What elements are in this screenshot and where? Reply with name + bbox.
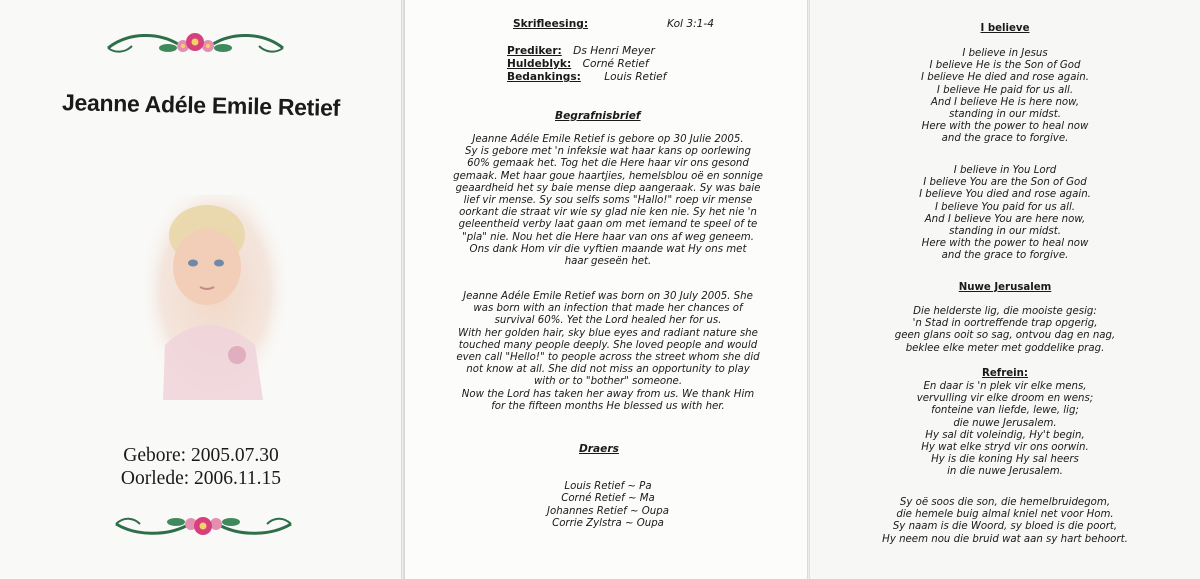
lyric-line: I believe in You Lord: [953, 165, 1057, 176]
song2-verse1: [810, 306, 1200, 355]
letter-heading: Begrafnisbrief: [555, 110, 641, 122]
english-line: Now the Lord has taken her away from us. We thank Him: [461, 388, 755, 400]
lyric-line: Hy is die koning Hy sal heers: [931, 454, 1079, 466]
born-date: 2005.07.30: [190, 445, 279, 466]
lyric-line: in die nuwe Jerusalem.: [947, 466, 1063, 478]
lyric-line: and the grace to forgive.: [941, 250, 1069, 262]
died-date: 2006.11.15: [194, 468, 282, 489]
english-letter: [423, 291, 793, 413]
born-label: Gebore:: [123, 445, 187, 466]
lyric-line: 'n Stad in oortreffende trap opgerig,: [912, 318, 1098, 330]
reading-value: Kol 3:1-4: [667, 18, 714, 30]
bearer-item: Johannes Retief ~ Oupa: [547, 505, 669, 517]
child-portrait-photo: [145, 195, 285, 405]
lyric-line: die hemele buig almal kniel net voor Hom.: [896, 509, 1114, 521]
afrikaans-line: "pla" nie. Nou het die Here haar van ons af weg geneem.: [462, 231, 754, 243]
floral-ornament-bottom-icon: [106, 502, 301, 544]
lyric-line: I believe You paid for us all.: [934, 201, 1076, 213]
life-dates: [0, 444, 402, 490]
song2-verse2: [810, 497, 1200, 546]
lyric-line: and the grace to forgive.: [941, 133, 1069, 145]
lyric-line: And I believe He is here now,: [930, 96, 1080, 108]
lyric-line: En daar is 'n plek vir elke mens,: [923, 381, 1087, 392]
tribute-value: Corné Retief: [582, 58, 649, 70]
floral-ornament-top-icon: [98, 22, 293, 64]
lyric-line: Here with the power to heal now: [921, 121, 1089, 133]
refrain-label: Refrein:: [982, 368, 1028, 379]
lyric-line: And I believe You are here now,: [924, 213, 1086, 225]
bearer-item: Corné Retief ~ Ma: [561, 493, 655, 505]
preacher-row: [507, 45, 655, 57]
lyric-line: vervulling vir elke droom en wens;: [916, 393, 1094, 405]
afrikaans-line: Sy is gebore met 'n infeksie wat haar kans op oorlewing: [465, 146, 751, 158]
english-line: for the fifteen months He blessed us with her.: [491, 400, 725, 412]
reading-label: Skrifleesing:: [513, 18, 589, 30]
afrikaans-line: gemaak. Met haar goue haartjies, hemelsblou oë en sonnige: [453, 170, 763, 182]
song1-title: I believe: [980, 23, 1030, 34]
reading-row: [513, 18, 588, 30]
english-line: was born with an infection that made her chances of: [473, 303, 743, 315]
bearer-item: Corrie Zylstra ~ Oupa: [552, 518, 664, 530]
afrikaans-line: lief vir mense. Sy sou selfs soms "Hallo!" roep vir mense: [463, 195, 753, 207]
lyric-line: standing in our midst.: [949, 109, 1061, 121]
tribute-label: Huldeblyk:: [507, 58, 572, 70]
english-line: not know at all. She did not miss an opportunity to play: [466, 364, 750, 376]
lyric-line: I believe You died and rose again.: [919, 189, 1091, 201]
song1-verse1: [810, 48, 1200, 146]
afrikaans-line: 60% gemaak het. Tog het die Here haar vir ons gesond: [467, 158, 749, 170]
lyric-line: I believe He died and rose again.: [921, 72, 1089, 84]
died-line: [0, 467, 402, 490]
born-line: [0, 444, 402, 467]
afrikaans-line: geaardheid het sy baie mense diep aangeraak. Sy was baie: [455, 182, 761, 194]
thanks-value: Louis Retief: [604, 71, 667, 83]
lyric-line: I believe You are the Son of God: [923, 177, 1087, 189]
bearers-heading: Draers: [579, 443, 619, 455]
refrain-lines: [810, 381, 1200, 479]
lyric-line: die nuwe Jerusalem.: [953, 417, 1057, 429]
songs-panel: [810, 0, 1200, 579]
deceased-name: Jeanne Adéle Emile Retief: [61, 89, 341, 121]
afrikaans-line: oorkant die straat vir wie sy glad nie ken nie. Sy het nie 'n: [459, 207, 757, 219]
lyric-line: standing in our midst.: [949, 226, 1061, 238]
afrikaans-line: Ons dank Hom vir die vyftien maande wat Hy ons met: [469, 243, 747, 255]
lyric-line: I believe He paid for us all.: [936, 84, 1074, 96]
preacher-label: Prediker:: [507, 45, 562, 57]
english-line: touched many people deeply. She loved people and would: [458, 339, 758, 351]
afrikaans-line: haar geseën het.: [564, 256, 652, 268]
thanks-row: [507, 71, 666, 83]
lyric-line: I believe He is the Son of God: [929, 60, 1081, 72]
song2-title: Nuwe Jerusalem: [958, 282, 1052, 293]
lyric-line: Hy neem nou die bruid wat aan sy hart behoort.: [882, 533, 1128, 545]
afrikaans-letter: [423, 134, 793, 268]
died-label: Oorlede:: [120, 468, 190, 489]
english-line: with or to "bother" someone.: [533, 376, 683, 388]
cover-panel: [0, 0, 402, 579]
lyric-line: beklee elke meter met goddelike prag.: [905, 342, 1105, 354]
lyric-line: Here with the power to heal now: [921, 238, 1089, 250]
lyric-line: Sy oë soos die son, die hemelbruidegom,: [899, 497, 1111, 508]
lyric-line: Hy wat elke stryd vir ons oorwin.: [921, 442, 1089, 454]
song1-verse2: [810, 165, 1200, 263]
english-line: With her golden hair, sky blue eyes and radiant nature she: [458, 327, 758, 339]
thanks-label: Bedankings:: [507, 71, 581, 83]
afrikaans-line: Jeanne Adéle Emile Retief is gebore op 30 Julie 2005.: [472, 134, 744, 145]
preacher-value: Ds Henri Meyer: [573, 45, 655, 57]
lyric-line: Sy naam is die Woord, sy bloed is die poort,: [892, 521, 1118, 533]
tribute-row: [507, 58, 649, 70]
afrikaans-line: geleentheid verby laat gaan om met iemand te speel of te: [458, 219, 758, 231]
bearers-list: [423, 481, 793, 531]
service-panel: [404, 0, 808, 579]
lyric-line: geen glans ooit so sag, ontvou dag en nag,: [894, 330, 1116, 342]
english-line: even call "Hello!" to people across the street whom she did: [456, 352, 760, 364]
english-line: Jeanne Adéle Emile Retief was born on 30 July 2005. She: [463, 291, 753, 302]
lyric-line: fonteine van liefde, lewe, lig;: [931, 405, 1079, 417]
lyric-line: Hy sal dit voleindig, Hy't begin,: [925, 429, 1085, 441]
english-line: survival 60%. Yet the Lord healed her for us.: [494, 315, 722, 327]
lyric-line: Die helderste lig, die mooiste gesig:: [913, 306, 1097, 317]
lyric-line: I believe in Jesus: [962, 48, 1048, 59]
bearer-item: Louis Retief ~ Pa: [564, 481, 652, 492]
